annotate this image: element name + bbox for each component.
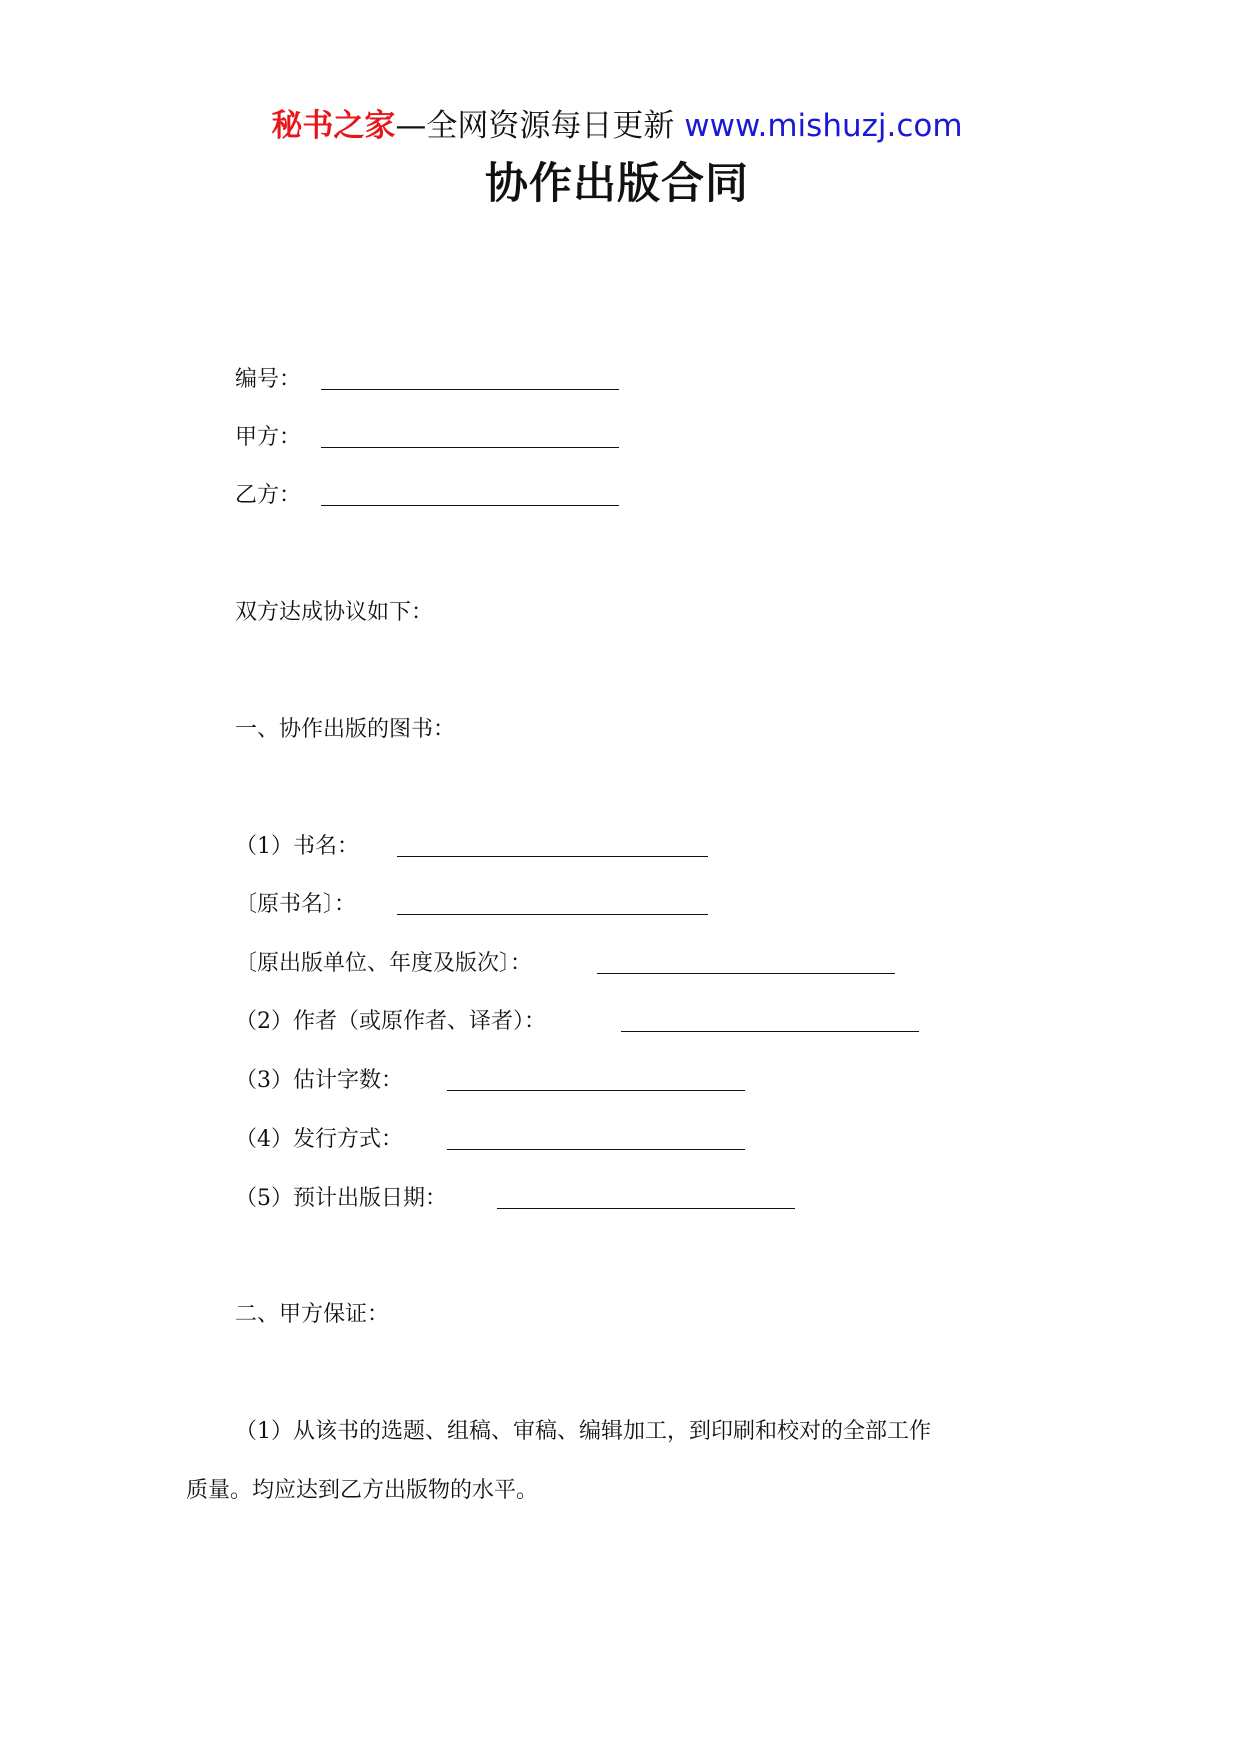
publish-date-label: （5）预计出版日期：	[235, 1186, 447, 1211]
party-a-label: 甲方：	[235, 425, 302, 450]
clause1-line1: （1）从该书的选题、组稿、审稿、编辑加工，到印刷和校对的全部工作	[235, 1419, 931, 1444]
word-count-blank[interactable]	[447, 1090, 745, 1091]
brand-name: 秘书之家	[271, 108, 396, 144]
original-publisher-blank[interactable]	[597, 973, 895, 974]
clause1-line2: 质量。均应达到乙方出版物的水平。	[186, 1478, 539, 1503]
watermark-header	[0, 100, 1234, 145]
book-name-label: （1）书名：	[235, 834, 359, 859]
author-blank[interactable]	[621, 1031, 919, 1032]
original-name-blank[interactable]	[397, 914, 708, 915]
site-url: www.mishuzj.com	[684, 108, 963, 144]
number-blank[interactable]	[321, 389, 619, 390]
original-publisher-label: 〔原出版单位、年度及版次〕：	[235, 951, 533, 976]
author-label: （2）作者（或原作者、译者）：	[235, 1009, 546, 1034]
party-a-blank[interactable]	[321, 447, 619, 448]
header-tagline: —全网资源每日更新	[395, 108, 685, 144]
number-label: 编号：	[235, 367, 302, 392]
original-name-label: 〔原书名〕：	[235, 892, 357, 917]
party-b-label: 乙方：	[235, 483, 302, 508]
section1-heading: 一、协作出版的图书：	[235, 717, 456, 742]
intro-text: 双方达成协议如下：	[235, 600, 434, 625]
book-name-blank[interactable]	[397, 856, 708, 857]
party-b-blank[interactable]	[321, 505, 619, 506]
word-count-label: （3）估计字数：	[235, 1068, 403, 1093]
section2-heading: 二、甲方保证：	[235, 1302, 390, 1327]
distribution-label: （4）发行方式：	[235, 1127, 403, 1152]
publish-date-blank[interactable]	[497, 1208, 795, 1209]
distribution-blank[interactable]	[447, 1149, 745, 1150]
document-title: 协作出版合同	[485, 159, 749, 209]
